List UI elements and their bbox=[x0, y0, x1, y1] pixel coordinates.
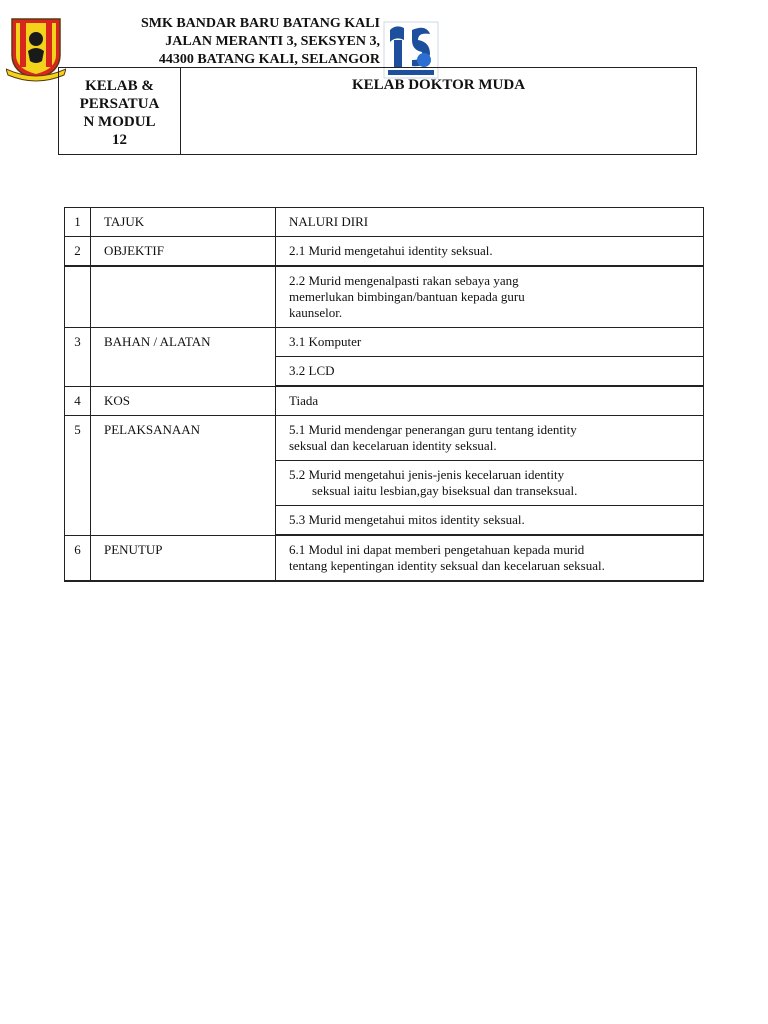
school-street: JALAN MERANTI 3, SEKSYEN 3, bbox=[165, 34, 380, 49]
category-line: PERSATUA bbox=[79, 96, 160, 112]
row-content: 2.1 Murid mengetahui identity seksual. bbox=[276, 237, 704, 267]
row-label: TAJUK bbox=[91, 208, 276, 237]
module-category bbox=[59, 68, 181, 154]
content-line: 6.1 Modul ini dapat memberi pengetahuan kepada murid bbox=[289, 542, 585, 557]
table-row bbox=[65, 237, 704, 267]
module-header-box bbox=[58, 67, 697, 155]
row-number: 6 bbox=[65, 535, 91, 581]
row-content: 5.3 Murid mengetahui mitos identity seksual. bbox=[276, 506, 704, 536]
content-line: 2.2 Murid mengenalpasti rakan sebaya yang bbox=[289, 273, 519, 288]
school-name: SMK BANDAR BARU BATANG KALI bbox=[140, 16, 380, 31]
row-label: BAHAN / ALATAN bbox=[91, 328, 276, 387]
school-city: 44300 BATANG KALI, SELANGOR bbox=[158, 52, 380, 67]
content-line: seksual iaitu lesbian,gay biseksual dan transeksual. bbox=[312, 483, 578, 498]
row-content: NALURI DIRI bbox=[276, 208, 704, 237]
row-label: KOS bbox=[91, 386, 276, 416]
row-content bbox=[276, 416, 704, 461]
school-address bbox=[100, 15, 380, 69]
row-content: 3.1 Komputer bbox=[276, 328, 704, 357]
school-crest-logo bbox=[6, 15, 66, 83]
row-label: PELAKSANAAN bbox=[91, 416, 276, 536]
row-label bbox=[91, 266, 276, 328]
content-line: 5.2 Murid mengetahui jenis-jenis kecelaruan identity bbox=[289, 467, 565, 482]
content-line: 5.1 Murid mendengar penerangan guru tentang identity bbox=[289, 422, 577, 437]
row-content bbox=[276, 266, 704, 328]
row-content bbox=[276, 535, 704, 581]
category-line: N MODUL bbox=[83, 114, 156, 130]
content-line: memerlukan bimbingan/bantuan kepada guru bbox=[289, 289, 525, 304]
table-row bbox=[65, 208, 704, 237]
content-line: tentang kepentingan identity seksual dan kecelaruan seksual. bbox=[289, 558, 605, 573]
row-content: 3.2 LCD bbox=[276, 357, 704, 387]
row-label: OBJEKTIF bbox=[91, 237, 276, 267]
row-number: 1 bbox=[65, 208, 91, 237]
table-row bbox=[65, 535, 704, 581]
module-table bbox=[64, 207, 704, 582]
category-line: 12 bbox=[112, 132, 127, 148]
row-number: 3 bbox=[65, 328, 91, 387]
row-number: 2 bbox=[65, 237, 91, 267]
content-line: kaunselor. bbox=[289, 305, 343, 320]
content-line: seksual dan kecelaruan identity seksual. bbox=[289, 438, 497, 453]
row-number: 4 bbox=[65, 386, 91, 416]
table-row bbox=[65, 416, 704, 461]
row-label: PENUTUP bbox=[91, 535, 276, 581]
table-row bbox=[65, 328, 704, 357]
category-line: KELAB & bbox=[85, 78, 154, 94]
row-number: 5 bbox=[65, 416, 91, 536]
table-row bbox=[65, 266, 704, 328]
club-title: KELAB DOKTOR MUDA bbox=[351, 77, 526, 93]
table-row bbox=[65, 386, 704, 416]
row-content: Tiada bbox=[276, 386, 704, 416]
row-content bbox=[276, 461, 704, 506]
row-number bbox=[65, 266, 91, 328]
